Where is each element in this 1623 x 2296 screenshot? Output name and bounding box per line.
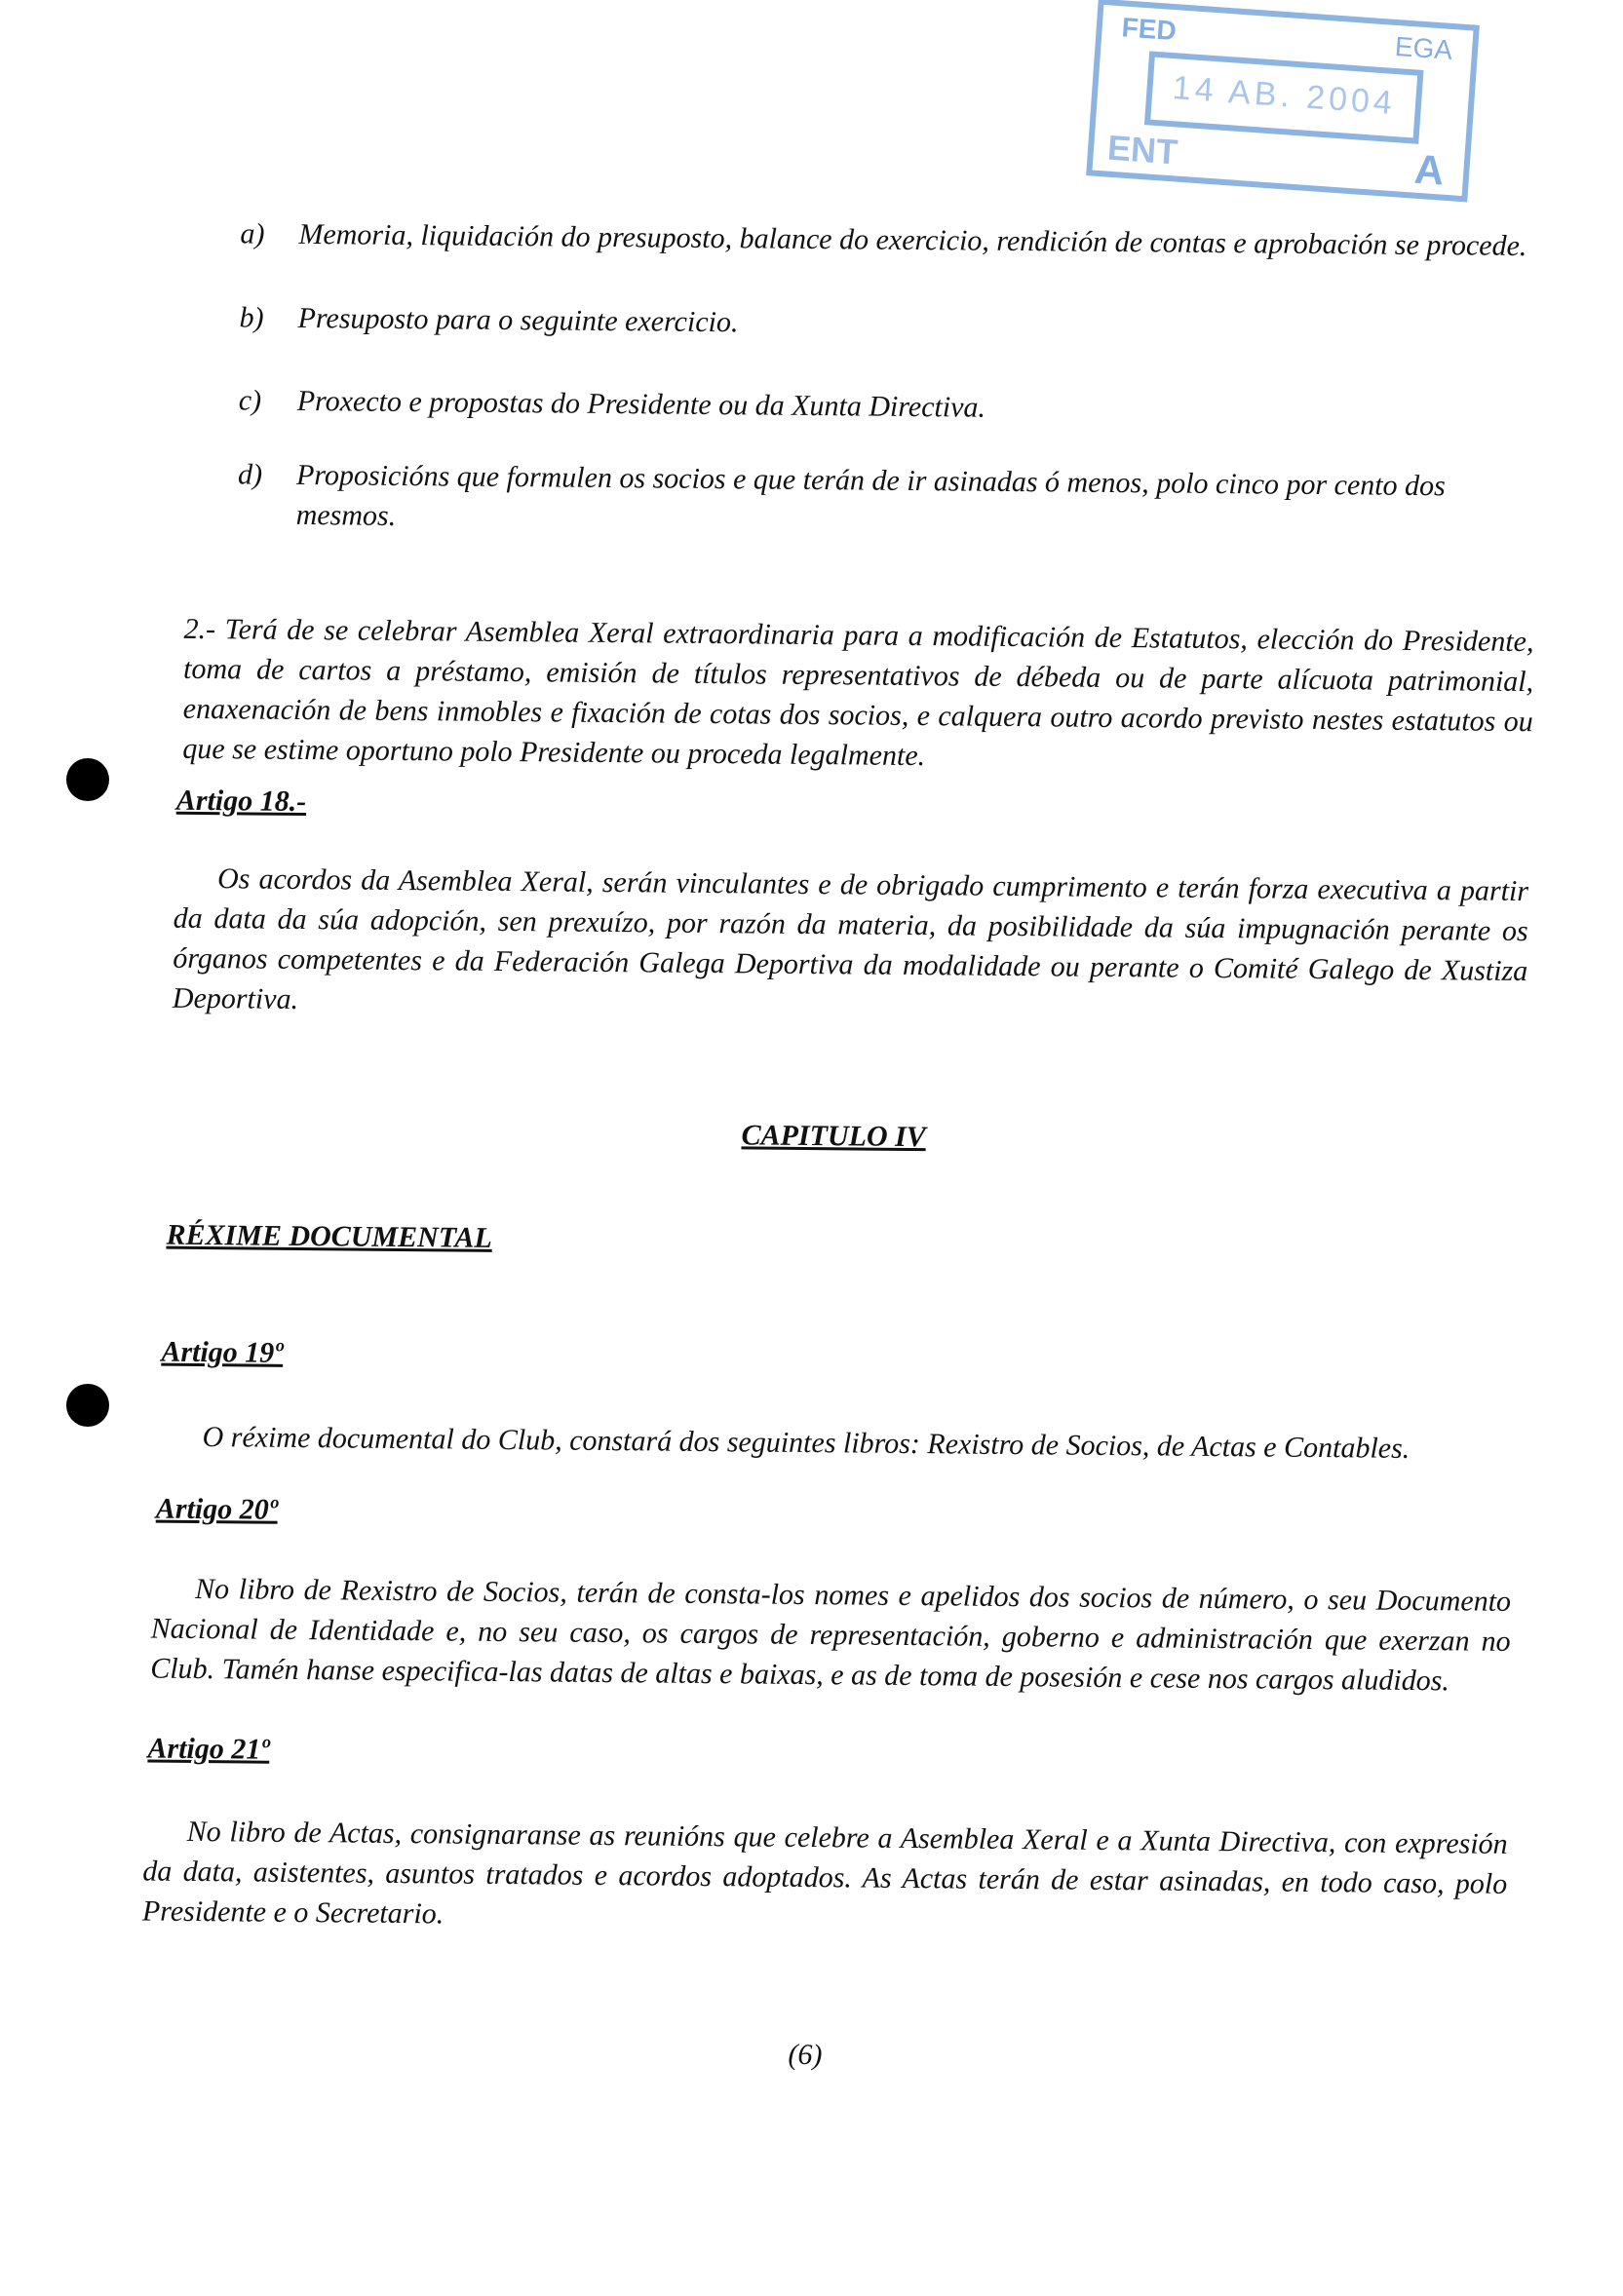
- article-21-text: [142, 1811, 1508, 1943]
- stamp-text: EGA: [1393, 30, 1454, 65]
- list-item-a: [240, 213, 1546, 266]
- article-text: O réxime documental do Club, constará dos seguintes libros: Rexistro de Socios, de Actas e Contables.: [202, 1421, 1410, 1465]
- stamp-text: ENT: [1105, 127, 1179, 172]
- list-text: Proposicións que formulen os socios e que terán de ir asinadas ó menos, polo cinco por cento dos mesmos.: [295, 458, 1446, 532]
- stamp-text: FED: [1120, 12, 1178, 47]
- article-text: Os acordos da Asemblea Xeral, serán vinculantes e de obrigado cumprimento e terán forza executiva a partir da data da súa adopción, sen prexuízo, por razón da materia, da posibilidade da súa impugnación perante os órganos competentes e da Federación Galega Deportiva da modalidade ou perante o Comité Galego de Xustiza Deportiva.: [172, 862, 1529, 1015]
- article-20-text: [150, 1569, 1511, 1702]
- article-18-text: [173, 859, 1529, 1031]
- list-label: d): [237, 458, 263, 491]
- article-20-title: Artigo 20º: [155, 1492, 278, 1526]
- article-18-title: Artigo 18.-: [175, 784, 307, 819]
- article-19-text: [158, 1417, 1513, 1470]
- page-number: (6): [788, 2038, 823, 2072]
- article-19-title: Artigo 19º: [161, 1335, 284, 1369]
- article-text: No libro de Rexistro de Socios, terán de consta-los nomes e apelidos dos socios de número, o seu Documento Nacional de Identidade e, no seu caso, os cargos de representación, goberno e administración que exerzan no Club. Tamén hanse especifica-las datas de altas e baixas, e as de toma de posesión e cese nos cargos aludidos.: [150, 1572, 1512, 1698]
- stamp-text: A: [1412, 145, 1447, 194]
- list-item-d: [237, 454, 1544, 547]
- list-label: c): [238, 384, 262, 417]
- stamp-date: 14 AB. 2004: [1171, 69, 1398, 123]
- list-text: Presuposto para o seguinte exercicio.: [297, 301, 739, 339]
- paragraph-2: 2.- Terá de se celebrar Asemblea Xeral extraordinaria para a modificación de Estatutos, elección do Presidente, toma de cartos a préstamo, emisión de títulos representativos de débeda ou de parte alícuota patrimonial, enaxenación de bens inmobles e fixación de cotas dos socios, e calquera outro acordo previsto nestes estatutos ou que se estime oportuno polo Presidente ou proceda legalmente.: [182, 612, 1534, 773]
- list-item-b: [239, 297, 1545, 350]
- document-body: [142, 213, 1544, 2083]
- list-item-c: [239, 380, 1545, 433]
- list-label: b): [239, 301, 264, 334]
- list-text: Memoria, liquidación do presuposto, balance do exercicio, rendición de contas e aprobación se procede.: [298, 217, 1527, 263]
- article-21-title: Artigo 21º: [147, 1732, 270, 1766]
- list-text: Proxecto e propostas do Presidente ou da Xunta Directiva.: [296, 384, 986, 424]
- section-heading: RÉXIME DOCUMENTAL: [166, 1218, 492, 1254]
- article-text: No libro de Actas, consignaranse as reunións que celebre a Asemblea Xeral e a Xunta Directiva, con expresión da data, asistentes, asuntos tratados e acordos adoptados. As Actas terán de estar asinadas, en todo caso, polo Presidente e o Secretario.: [141, 1815, 1508, 1931]
- list-label: a): [240, 217, 265, 250]
- chapter-heading: CAPITULO IV: [741, 1119, 926, 1154]
